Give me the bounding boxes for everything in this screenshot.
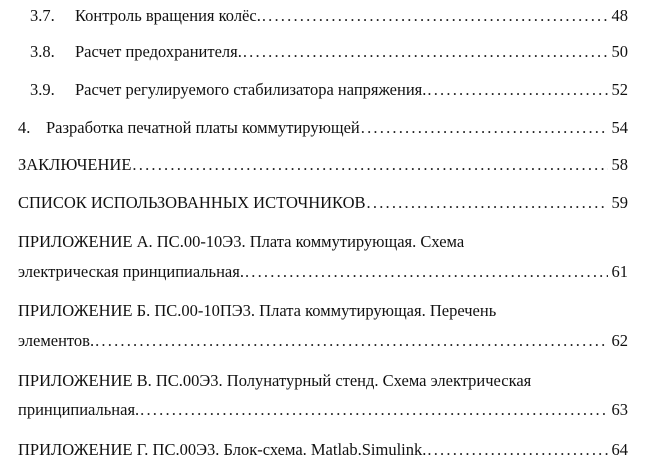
toc-entry-title: Контроль вращения колёс. xyxy=(75,6,261,25)
toc-entry-page: 58 xyxy=(611,155,628,174)
toc-entry-page: 64 xyxy=(611,440,628,459)
toc-entry-3-7 xyxy=(30,6,628,26)
toc-entry-number: 3.7. xyxy=(30,6,55,25)
toc-entry-appendix-b-line2 xyxy=(18,331,628,351)
toc-entry-appendix-g xyxy=(18,440,628,460)
toc-entry-conclusion xyxy=(18,155,628,175)
toc-leader-dots xyxy=(140,400,607,420)
toc-entry-title: ПРИЛОЖЕНИЕ Б. ПС.00-10ПЭ3. Плата коммутирующая. Перечень xyxy=(18,301,497,320)
toc-entry-title-continued: элементов. xyxy=(18,331,95,350)
toc-entry-page: 62 xyxy=(611,331,628,350)
toc-entry-page: 59 xyxy=(611,193,628,212)
toc-leader-dots xyxy=(245,262,608,282)
toc-entry-page: 48 xyxy=(611,6,628,25)
toc-leader-dots xyxy=(262,6,608,26)
toc-entry-number: 3.8. xyxy=(30,42,55,61)
toc-entry-title: ПРИЛОЖЕНИЕ А. ПС.00-10Э3. Плата коммутирующая. Схема xyxy=(18,232,465,251)
toc-entry-page: 54 xyxy=(611,118,628,137)
toc-leader-dots xyxy=(361,118,608,138)
toc-entry-page: 63 xyxy=(611,400,628,419)
toc-entry-appendix-b-line1 xyxy=(18,301,628,321)
toc-entry-title-continued: принципиальная. xyxy=(18,400,140,419)
toc-entry-page: 52 xyxy=(611,80,628,99)
toc-entry-number: 4. xyxy=(18,118,31,137)
toc-entry-appendix-v-line1 xyxy=(18,371,628,391)
toc-entry-appendix-a-line1 xyxy=(18,232,628,252)
toc-entry-3-9 xyxy=(30,80,628,100)
toc-entry-number: 3.9. xyxy=(30,80,55,99)
toc-entry-appendix-a-line2 xyxy=(18,262,628,282)
toc-leader-dots xyxy=(427,80,607,100)
toc-entry-title: Расчет регулируемого стабилизатора напряжения. xyxy=(75,80,427,99)
toc-entry-references xyxy=(18,193,628,213)
toc-entry-title: ПРИЛОЖЕНИЕ Г. ПС.00Э3. Блок-схема. Matlab.Simulink. xyxy=(18,440,427,459)
toc-entry-page: 61 xyxy=(611,262,628,281)
toc-leader-dots xyxy=(243,42,608,62)
toc-leader-dots xyxy=(132,155,607,175)
toc-entry-title: СПИСОК ИСПОЛЬЗОВАННЫХ ИСТОЧНИКОВ xyxy=(18,193,366,212)
toc-entry-page: 50 xyxy=(611,42,628,61)
toc-entry-title-continued: электрическая принципиальная. xyxy=(18,262,244,281)
toc-entry-appendix-v-line2 xyxy=(18,400,628,420)
toc-entry-title: ПРИЛОЖЕНИЕ В. ПС.00Э3. Полунатурный стенд. Схема электрическая xyxy=(18,371,532,390)
toc-entry-title: ЗАКЛЮЧЕНИЕ xyxy=(18,155,132,174)
toc-leader-dots xyxy=(367,193,608,213)
toc-entry-3-8 xyxy=(30,42,628,62)
toc-leader-dots xyxy=(427,440,607,460)
toc-entry-title: Разработка печатной платы коммутирующей xyxy=(46,118,360,137)
toc-entry-title: Расчет предохранителя. xyxy=(75,42,242,61)
toc-entry-4 xyxy=(18,118,628,138)
toc-leader-dots xyxy=(95,331,607,351)
